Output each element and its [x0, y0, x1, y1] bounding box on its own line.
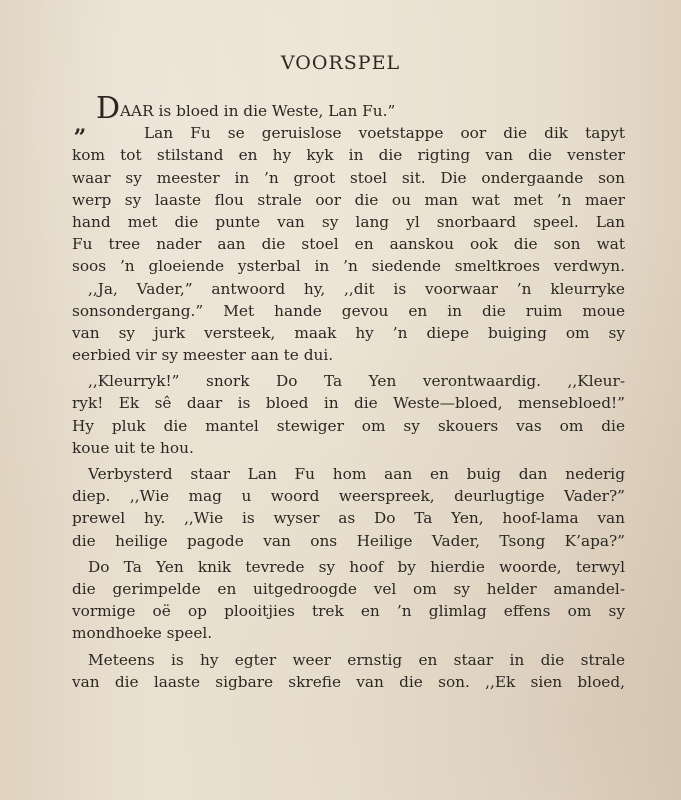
- text-line-24: mondhoeke speel.: [72, 624, 213, 643]
- text-line-10: sonsondergang.” Met hande gevou en in die ruim moue: [72, 301, 625, 320]
- text-line-7: Fu tree nader aan die stoel en aanskou ook die son wat: [72, 235, 625, 254]
- text-line-19: prewel hy. ,,Wie is wyser as Do Ta Yen, hoof-lama van: [72, 509, 625, 528]
- text-line-11: van sy jurk versteek, maak hy ’n diepe buiging om sy: [72, 323, 625, 342]
- text-line-22: die gerimpelde en uitgedroogde vel om sy helder amandel-: [72, 579, 625, 598]
- text-line-17: Verbysterd staar Lan Fu hom aan en buig dan nederig: [88, 465, 625, 483]
- text-line-26: van die laaste sigbare skrefie van die son. ,,Ek sien bloed,: [72, 672, 625, 691]
- body-text: [72, 91, 625, 693]
- drop-cap: D: [96, 91, 121, 126]
- text-line-14: ryk! Ek sê daar is bloed in die Weste—bloed, mensebloed!”: [72, 394, 625, 413]
- text-line-13: ,,Kleurryk!” snork Do Ta Yen verontwaardig. ,,Kleur-: [88, 372, 625, 391]
- text-line-4: waar sy meester in ’n groot stoel sit. Die ondergaande son: [72, 168, 625, 187]
- text-line-20: die heilige pagode van ons Heilige Vader, Tsong K’apa?”: [72, 531, 625, 550]
- text-line-6: hand met die punte van sy lang yl snorbaard speel. Lan: [72, 212, 625, 231]
- text-line-12: eerbied vir sy meester aan te dui.: [72, 346, 334, 365]
- text-line-8: soos ’n gloeiende ysterbal in ’n siedende smeltkroes verdwyn.: [72, 257, 625, 276]
- text-line-18: diep. ,,Wie mag u woord weerspreek, deurlugtige Vader?”: [72, 487, 625, 506]
- text-line-3: kom tot stilstand en hy kyk in die rigting van die venster: [72, 146, 625, 165]
- text-line-9: ,,Ja, Vader,” antwoord hy, ,,dit is voorwaar ’n kleurryke: [88, 279, 625, 298]
- text-line-23: vormige oë op plooitjies trek en ’n glimlag effens om sy: [72, 602, 625, 621]
- text-line-15: Hy pluk die mantel stewiger om sy skouers vas om die: [72, 416, 625, 435]
- text-line-25: Meteens is hy egter weer ernstig en staar in die strale: [88, 650, 625, 669]
- text-line-5: werp sy laaste flou strale oor die ou man wat met ’n maer: [72, 190, 625, 209]
- text-line-2: Lan Fu se geruislose voetstappe oor die dik tapyt: [144, 124, 625, 143]
- chapter-title: VOORSPEL: [280, 52, 401, 74]
- text-line-21: Do Ta Yen knik tevrede sy hoof by hierdie woorde, terwyl: [88, 557, 625, 576]
- first-line-text: AAR is bloed in die Weste, Lan Fu.”: [120, 102, 396, 120]
- text-line-16: koue uit te hou.: [72, 438, 194, 457]
- opening-quote: „: [74, 112, 87, 138]
